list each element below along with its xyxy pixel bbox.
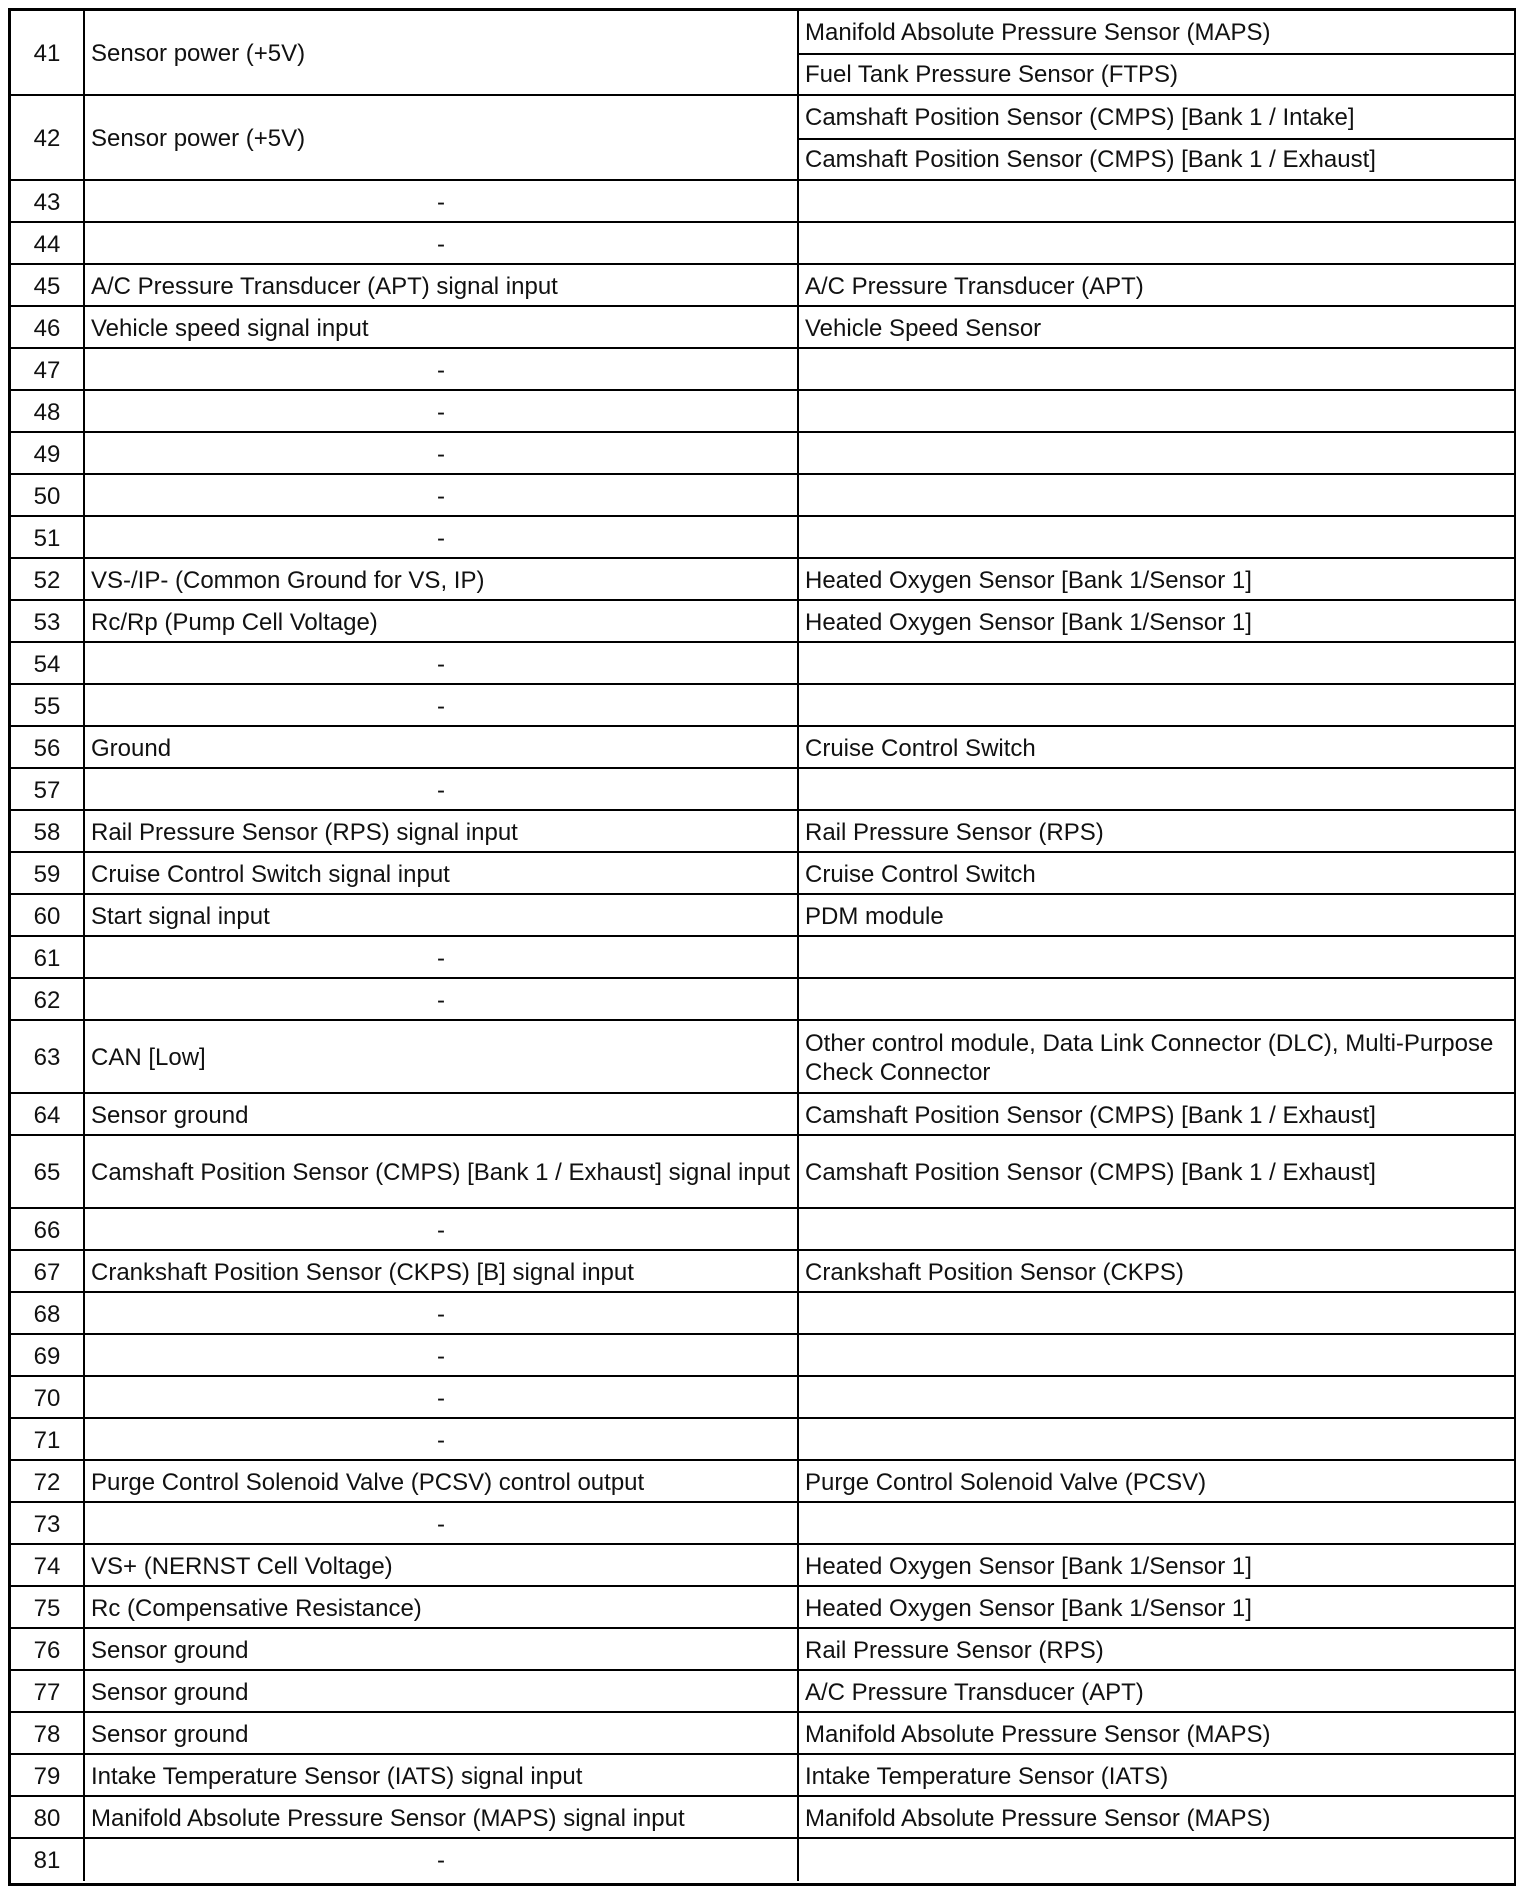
connected-component xyxy=(799,643,1514,685)
connected-component: Heated Oxygen Sensor [Bank 1/Sensor 1] xyxy=(805,1594,1252,1622)
pin-number: 77 xyxy=(11,1671,85,1713)
pin-number: 56 xyxy=(11,727,85,769)
connected-component: Camshaft Position Sensor (CMPS) [Bank 1 / Intake] xyxy=(805,103,1355,131)
table-row xyxy=(11,1671,1514,1713)
table-row xyxy=(11,433,1514,475)
connected-component xyxy=(799,1419,1514,1461)
connected-component xyxy=(799,1209,1514,1251)
pin-description: - xyxy=(85,517,799,559)
pin-description: Rc/Rp (Pump Cell Voltage) xyxy=(85,601,799,643)
pin-number: 51 xyxy=(11,517,85,559)
connected-component: Heated Oxygen Sensor [Bank 1/Sensor 1] xyxy=(805,566,1252,594)
pin-number: 61 xyxy=(11,937,85,979)
pin-description: Purge Control Solenoid Valve (PCSV) control output xyxy=(85,1461,799,1503)
table-row xyxy=(11,517,1514,559)
pin-number: 54 xyxy=(11,643,85,685)
table-row xyxy=(11,1755,1514,1797)
pin-description: Sensor ground xyxy=(85,1094,799,1136)
connected-component: Camshaft Position Sensor (CMPS) [Bank 1 / Exhaust] xyxy=(805,146,1376,174)
pin-description: - xyxy=(85,769,799,811)
pin-description: - xyxy=(85,1209,799,1251)
pin-number: 44 xyxy=(11,223,85,265)
pin-number: 60 xyxy=(11,895,85,937)
pin-number: 78 xyxy=(11,1713,85,1755)
connected-component: Heated Oxygen Sensor [Bank 1/Sensor 1] xyxy=(805,608,1252,636)
table-row xyxy=(11,685,1514,727)
connected-component: Camshaft Position Sensor (CMPS) [Bank 1 / Exhaust] xyxy=(805,1101,1376,1129)
table-row xyxy=(11,1209,1514,1251)
connected-component: Manifold Absolute Pressure Sensor (MAPS) xyxy=(805,1720,1271,1748)
table-row xyxy=(11,727,1514,769)
table-row xyxy=(11,1021,1514,1094)
pin-number: 66 xyxy=(11,1209,85,1251)
pin-description: - xyxy=(85,391,799,433)
table-row xyxy=(11,1797,1514,1839)
table-row xyxy=(11,1293,1514,1335)
pin-description: - xyxy=(85,181,799,223)
pin-description: - xyxy=(85,979,799,1021)
connected-component xyxy=(799,1293,1514,1335)
pin-description: Manifold Absolute Pressure Sensor (MAPS) signal input xyxy=(85,1797,799,1839)
connected-component xyxy=(799,349,1514,391)
table-row xyxy=(11,223,1514,265)
connected-component: Intake Temperature Sensor (IATS) xyxy=(805,1762,1169,1790)
pin-description: - xyxy=(85,1419,799,1461)
pin-number: 50 xyxy=(11,475,85,517)
connected-component: Fuel Tank Pressure Sensor (FTPS) xyxy=(805,61,1179,89)
table-row xyxy=(11,391,1514,433)
pin-number: 45 xyxy=(11,265,85,307)
table-row xyxy=(11,475,1514,517)
connected-component: Manifold Absolute Pressure Sensor (MAPS) xyxy=(805,18,1271,46)
pin-description: Cruise Control Switch signal input xyxy=(85,853,799,895)
pin-number: 72 xyxy=(11,1461,85,1503)
table-row xyxy=(11,349,1514,391)
pin-number: 79 xyxy=(11,1755,85,1797)
pin-description: - xyxy=(85,1839,799,1881)
pin-number: 52 xyxy=(11,559,85,601)
pin-description: Start signal input xyxy=(85,895,799,937)
table-row xyxy=(11,1251,1514,1293)
pin-description: Intake Temperature Sensor (IATS) signal input xyxy=(85,1755,799,1797)
table-row xyxy=(11,1839,1514,1881)
pin-number: 49 xyxy=(11,433,85,475)
pin-description: - xyxy=(85,1503,799,1545)
connected-component xyxy=(799,769,1514,811)
pin-description: Sensor ground xyxy=(85,1671,799,1713)
table-row xyxy=(11,181,1514,223)
pin-number: 58 xyxy=(11,811,85,853)
pin-description: Camshaft Position Sensor (CMPS) [Bank 1 / Exhaust] signal input xyxy=(85,1136,799,1209)
table-row xyxy=(11,1713,1514,1755)
pin-number: 81 xyxy=(11,1839,85,1881)
table-row xyxy=(11,265,1514,307)
table-row xyxy=(11,601,1514,643)
pin-number: 69 xyxy=(11,1335,85,1377)
pin-number: 53 xyxy=(11,601,85,643)
pin-number: 71 xyxy=(11,1419,85,1461)
connected-component xyxy=(799,517,1514,559)
pin-description: - xyxy=(85,1377,799,1419)
pin-description: Sensor power (+5V) xyxy=(85,96,799,181)
table-row xyxy=(11,1503,1514,1545)
pin-description: Sensor ground xyxy=(85,1713,799,1755)
pin-description: Rail Pressure Sensor (RPS) signal input xyxy=(85,811,799,853)
pin-description: - xyxy=(85,685,799,727)
connected-component: PDM module xyxy=(805,902,944,930)
table-row xyxy=(11,1136,1514,1209)
connected-component xyxy=(799,685,1514,727)
table-row xyxy=(11,1545,1514,1587)
pin-number: 80 xyxy=(11,1797,85,1839)
connected-component xyxy=(799,433,1514,475)
pin-number: 75 xyxy=(11,1587,85,1629)
connected-component xyxy=(799,1377,1514,1419)
connected-component xyxy=(799,181,1514,223)
pin-description: Crankshaft Position Sensor (CKPS) [B] signal input xyxy=(85,1251,799,1293)
pin-description: Sensor ground xyxy=(85,1629,799,1671)
pin-number: 48 xyxy=(11,391,85,433)
table-row xyxy=(11,1629,1514,1671)
pin-number: 41 xyxy=(11,11,85,96)
table-row xyxy=(11,307,1514,349)
table-row xyxy=(11,559,1514,601)
pin-number: 46 xyxy=(11,307,85,349)
pin-description-table xyxy=(8,8,1516,1886)
connected-component xyxy=(799,937,1514,979)
cell-divider xyxy=(799,53,1514,55)
table-row xyxy=(11,895,1514,937)
table-row xyxy=(11,853,1514,895)
table-row xyxy=(11,1587,1514,1629)
pin-number: 63 xyxy=(11,1021,85,1094)
pin-number: 47 xyxy=(11,349,85,391)
pin-number: 67 xyxy=(11,1251,85,1293)
pin-description: - xyxy=(85,475,799,517)
table-row xyxy=(11,811,1514,853)
connected-component: Vehicle Speed Sensor xyxy=(805,314,1042,342)
connected-component: Heated Oxygen Sensor [Bank 1/Sensor 1] xyxy=(805,1552,1252,1580)
pin-description: - xyxy=(85,1335,799,1377)
pin-number: 43 xyxy=(11,181,85,223)
connected-component: Rail Pressure Sensor (RPS) xyxy=(805,1636,1104,1664)
table-row xyxy=(11,643,1514,685)
connected-component: Crankshaft Position Sensor (CKPS) xyxy=(805,1258,1184,1286)
table-row xyxy=(11,1419,1514,1461)
table-row xyxy=(11,1335,1514,1377)
pin-description: - xyxy=(85,223,799,265)
connected-component: Other control module, Data Link Connector (DLC), Multi-Purpose Check Connector xyxy=(805,1029,1494,1086)
pin-description: Vehicle speed signal input xyxy=(85,307,799,349)
connected-component xyxy=(799,475,1514,517)
pin-description: Ground xyxy=(85,727,799,769)
pin-number: 64 xyxy=(11,1094,85,1136)
connected-component xyxy=(799,1503,1514,1545)
table-row xyxy=(11,1377,1514,1419)
pin-number: 42 xyxy=(11,96,85,181)
connected-component: A/C Pressure Transducer (APT) xyxy=(805,1678,1144,1706)
connected-component: Purge Control Solenoid Valve (PCSV) xyxy=(805,1468,1207,1496)
pin-description: Rc (Compensative Resistance) xyxy=(85,1587,799,1629)
connected-component xyxy=(799,223,1514,265)
pin-number: 59 xyxy=(11,853,85,895)
pin-number: 70 xyxy=(11,1377,85,1419)
connected-component: A/C Pressure Transducer (APT) xyxy=(805,272,1144,300)
pin-description: VS+ (NERNST Cell Voltage) xyxy=(85,1545,799,1587)
pin-number: 73 xyxy=(11,1503,85,1545)
connected-component xyxy=(799,1839,1514,1881)
pin-number: 68 xyxy=(11,1293,85,1335)
pin-number: 55 xyxy=(11,685,85,727)
pin-description: CAN [Low] xyxy=(85,1021,799,1094)
pin-description: - xyxy=(85,349,799,391)
pin-number: 74 xyxy=(11,1545,85,1587)
connected-component xyxy=(799,979,1514,1021)
pin-description: VS-/IP- (Common Ground for VS, IP) xyxy=(85,559,799,601)
connected-component: Rail Pressure Sensor (RPS) xyxy=(805,818,1104,846)
table-row xyxy=(11,979,1514,1021)
connected-component: Cruise Control Switch xyxy=(805,860,1036,888)
table-row xyxy=(11,1461,1514,1503)
table-row xyxy=(11,11,1514,96)
pin-description: - xyxy=(85,433,799,475)
pin-description: - xyxy=(85,1293,799,1335)
pin-description: A/C Pressure Transducer (APT) signal input xyxy=(85,265,799,307)
pin-description: - xyxy=(85,937,799,979)
connected-component: Camshaft Position Sensor (CMPS) [Bank 1 / Exhaust] xyxy=(805,1159,1376,1186)
table-row xyxy=(11,1094,1514,1136)
connected-component: Cruise Control Switch xyxy=(805,734,1036,762)
table-row xyxy=(11,96,1514,181)
pin-description: Sensor power (+5V) xyxy=(85,11,799,96)
pin-number: 57 xyxy=(11,769,85,811)
pin-description: - xyxy=(85,643,799,685)
connected-component: Manifold Absolute Pressure Sensor (MAPS) xyxy=(805,1804,1271,1832)
connected-component xyxy=(799,1335,1514,1377)
table-row xyxy=(11,937,1514,979)
table-row xyxy=(11,769,1514,811)
pin-number: 65 xyxy=(11,1136,85,1209)
connected-component xyxy=(799,391,1514,433)
cell-divider xyxy=(799,138,1514,140)
pin-number: 76 xyxy=(11,1629,85,1671)
pin-number: 62 xyxy=(11,979,85,1021)
